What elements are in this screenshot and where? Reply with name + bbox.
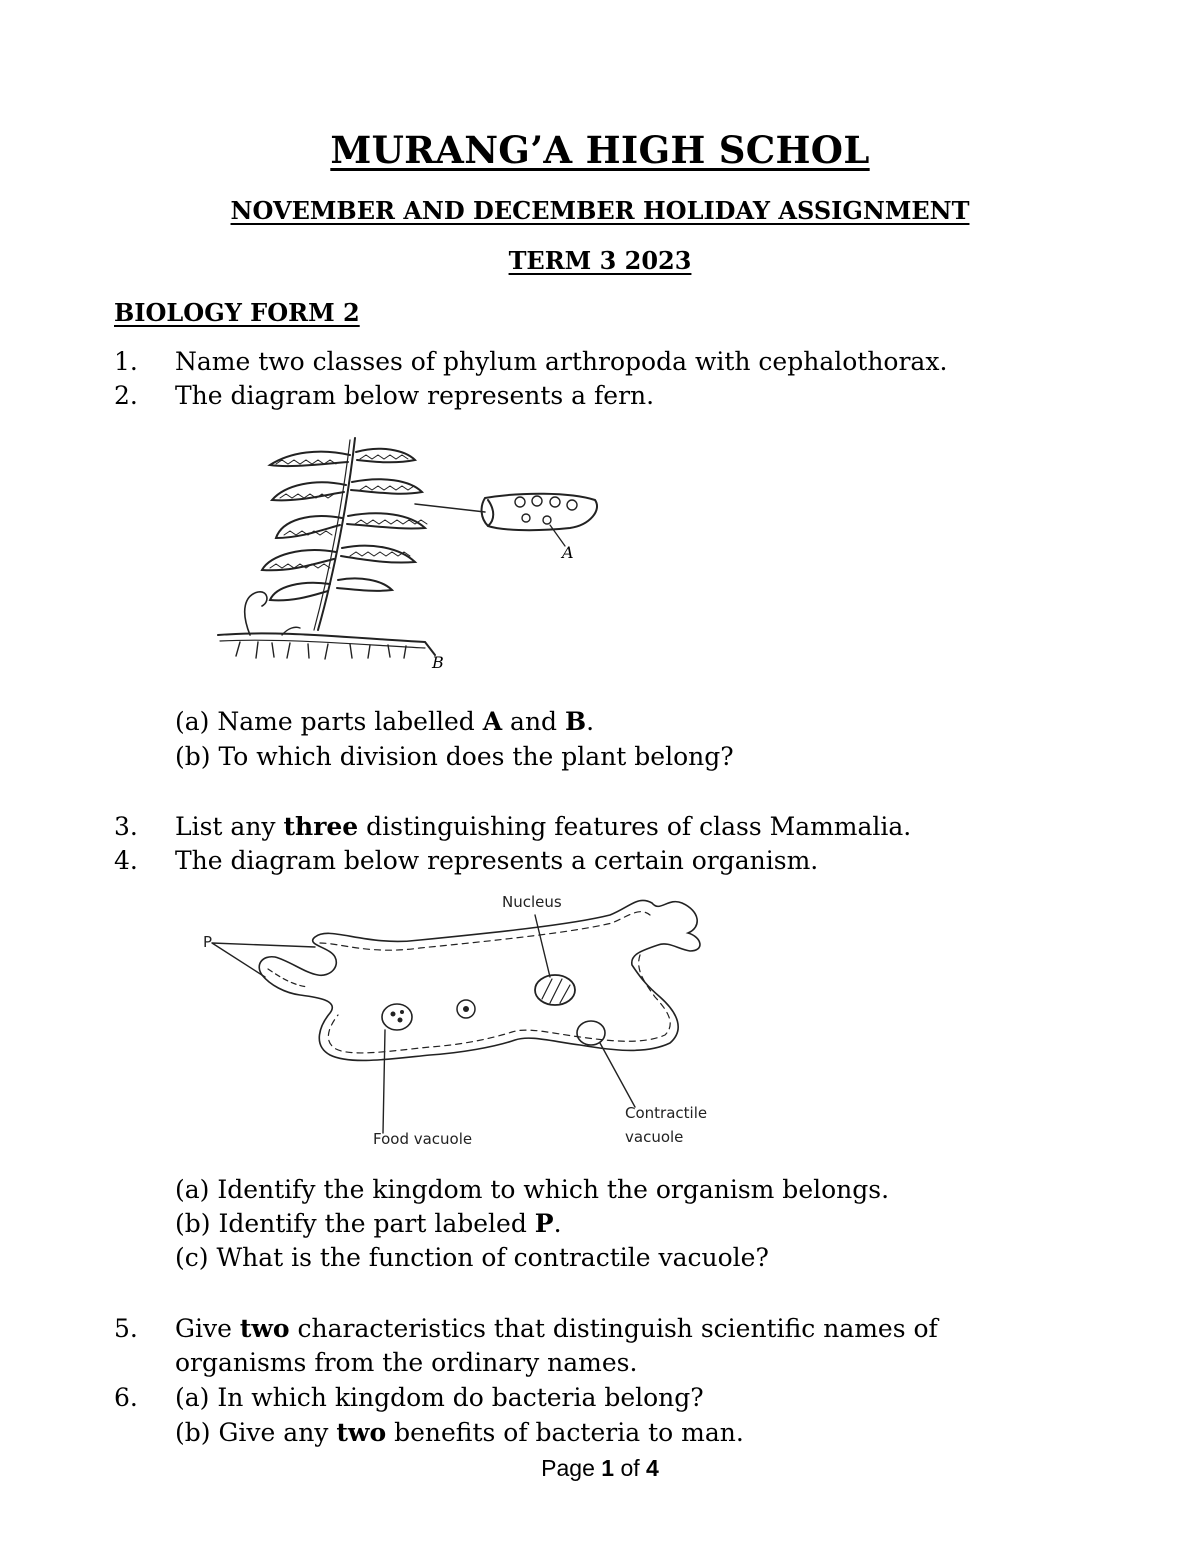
amoeba-label-vacuole: vacuole: [625, 1128, 684, 1146]
page-total: 4: [646, 1455, 659, 1481]
page-word: Page: [541, 1455, 595, 1481]
amoeba-label-contractile: Contractile: [625, 1104, 708, 1122]
question-2a: (a) Name parts labelled A and B.: [175, 707, 595, 736]
subject-heading: BIOLOGY FORM 2: [114, 298, 360, 327]
question-4c: (c) What is the function of contractile vacuole?: [175, 1243, 769, 1272]
question-6a: (a) In which kingdom do bacteria belong?: [175, 1383, 704, 1412]
of-word: of: [620, 1455, 640, 1481]
school-title: MURANG’A HIGH SCHOL: [330, 128, 870, 172]
amoeba-label-nucleus: Nucleus: [502, 893, 562, 911]
page-footer: [0, 1455, 1200, 1482]
question-5-number: 5.: [114, 1314, 138, 1343]
question-5-text-line2: organisms from the ordinary names.: [175, 1348, 638, 1377]
question-4-number: 4.: [114, 846, 138, 875]
page-number: 1: [601, 1455, 615, 1481]
fern-diagram: [210, 430, 610, 680]
question-2b: (b) To which division does the plant belong?: [175, 742, 734, 771]
question-number: 1.: [114, 347, 138, 376]
question-4a: (a) Identify the kingdom to which the organism belongs.: [175, 1175, 890, 1204]
question-6b: (b) Give any two benefits of bacteria to man.: [175, 1418, 744, 1447]
question-1-text: Name two classes of phylum arthropoda with cephalothorax.: [175, 347, 948, 376]
fern-label-a: A: [562, 543, 574, 562]
amoeba-label-food-vacuole: Food vacuole: [373, 1130, 473, 1148]
question-2-number: 2.: [114, 381, 138, 410]
amoeba-diagram: [190, 885, 730, 1155]
question-5-text: Give two characteristics that distinguish scientific names of: [175, 1314, 938, 1343]
question-6-number: 6.: [114, 1383, 138, 1412]
term-title: TERM 3 2023: [508, 246, 692, 275]
question-3-text: List any three distinguishing features of class Mammalia.: [175, 812, 912, 841]
question-3-number: 3.: [114, 812, 138, 841]
question-2-text: The diagram below represents a fern.: [175, 381, 655, 410]
question-4b: (b) Identify the part labeled P.: [175, 1209, 562, 1238]
question-4-text: The diagram below represents a certain organism.: [175, 846, 819, 875]
assignment-title: NOVEMBER AND DECEMBER HOLIDAY ASSIGNMENT: [230, 196, 970, 225]
amoeba-label-p: P: [203, 933, 213, 951]
fern-label-b: B: [432, 653, 444, 672]
